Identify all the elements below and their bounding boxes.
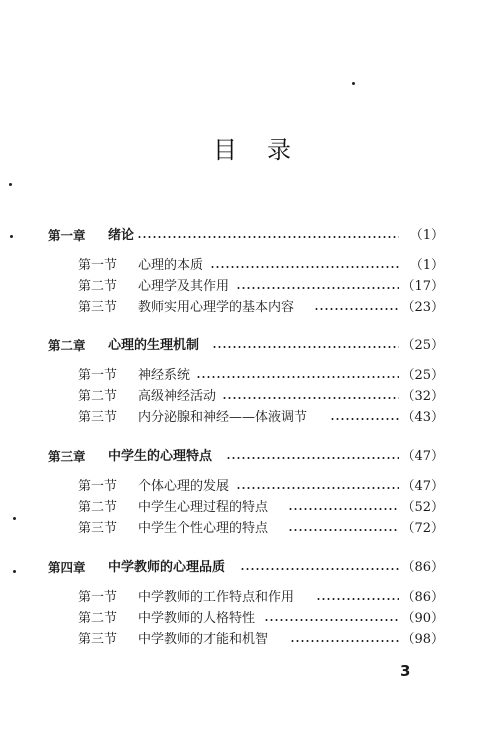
toc-section[interactable] xyxy=(0,498,504,518)
section-label: 第一节 xyxy=(78,368,118,383)
scan-speck xyxy=(13,517,16,520)
section-title: 中学教师的人格特性 xyxy=(138,611,256,626)
toc-chapter-2[interactable] xyxy=(0,336,504,356)
toc-section[interactable] xyxy=(0,630,504,650)
toc-section[interactable] xyxy=(0,256,504,276)
chapter-page: （1） xyxy=(409,228,444,243)
chapter-title: 绪论 xyxy=(108,228,135,243)
chapter-page: （86） xyxy=(401,560,444,575)
toc-section[interactable] xyxy=(0,519,504,539)
dot-leader xyxy=(288,528,399,532)
section-page: （72） xyxy=(401,521,444,536)
chapter-title: 心理的生理机制 xyxy=(108,338,200,353)
dot-leader xyxy=(330,417,399,421)
section-title: 高级神经活动 xyxy=(138,389,217,404)
page-number: 3 xyxy=(400,662,411,680)
toc-chapter-1[interactable] xyxy=(0,226,504,246)
dot-leader xyxy=(316,597,399,601)
section-page: （1） xyxy=(409,258,444,273)
chapter-page: （25） xyxy=(401,338,444,353)
chapter-title: 中学教师的心理品质 xyxy=(108,560,226,575)
dot-leader xyxy=(196,375,399,379)
section-label: 第一节 xyxy=(78,258,118,273)
section-label: 第三节 xyxy=(78,300,118,315)
toc-section[interactable] xyxy=(0,277,504,297)
chapter-page: （47） xyxy=(401,449,444,464)
toc-section[interactable] xyxy=(0,387,504,407)
chapter-title: 中学生的心理特点 xyxy=(108,449,213,464)
section-page: （17） xyxy=(401,279,444,294)
toc-section[interactable] xyxy=(0,609,504,629)
section-title: 内分泌腺和神经——体液调节 xyxy=(138,410,308,425)
toc-section[interactable] xyxy=(0,366,504,386)
toc-chapter-3[interactable] xyxy=(0,447,504,467)
section-title: 个体心理的发展 xyxy=(138,479,230,494)
section-page: （90） xyxy=(401,611,444,626)
dot-leader xyxy=(264,618,399,622)
section-title: 中学教师的工作特点和作用 xyxy=(138,590,295,605)
section-page: （23） xyxy=(401,300,444,315)
section-label: 第二节 xyxy=(78,500,118,515)
toc-chapter-4[interactable] xyxy=(0,558,504,578)
section-label: 第一节 xyxy=(78,479,118,494)
section-page: （86） xyxy=(401,590,444,605)
toc-section[interactable] xyxy=(0,298,504,318)
section-label: 第二节 xyxy=(78,389,118,404)
toc-section[interactable] xyxy=(0,477,504,497)
section-label: 第三节 xyxy=(78,521,118,536)
section-title: 心理学及其作用 xyxy=(138,279,230,294)
dot-leader xyxy=(236,486,399,490)
section-title: 神经系统 xyxy=(138,368,191,383)
section-label: 第三节 xyxy=(78,632,118,647)
chapter-label: 第一章 xyxy=(48,228,86,243)
section-page: （47） xyxy=(401,479,444,494)
scan-speck xyxy=(13,570,16,573)
section-title: 中学生心理过程的特点 xyxy=(138,500,269,515)
section-page: （52） xyxy=(401,500,444,515)
scan-speck xyxy=(352,82,355,85)
dot-leader xyxy=(290,639,399,643)
chapter-label: 第四章 xyxy=(48,560,86,575)
dot-leader xyxy=(222,396,399,400)
dot-leader xyxy=(137,235,399,239)
section-label: 第二节 xyxy=(78,279,118,294)
dot-leader xyxy=(314,307,399,311)
dot-leader xyxy=(240,567,399,571)
dot-leader xyxy=(210,265,399,269)
section-title: 教师实用心理学的基本内容 xyxy=(138,300,295,315)
section-page: （32） xyxy=(401,389,444,404)
chapter-label: 第三章 xyxy=(48,449,86,464)
scan-speck xyxy=(9,183,12,186)
chapter-label: 第二章 xyxy=(48,338,86,353)
section-label: 第一节 xyxy=(78,590,118,605)
dot-leader xyxy=(236,286,399,290)
section-title: 中学教师的才能和机智 xyxy=(138,632,269,647)
section-label: 第二节 xyxy=(78,611,118,626)
toc-section[interactable] xyxy=(0,588,504,608)
section-title: 中学生个性心理的特点 xyxy=(138,521,269,536)
section-label: 第三节 xyxy=(78,410,118,425)
section-page: （98） xyxy=(401,632,444,647)
section-page: （43） xyxy=(401,410,444,425)
dot-leader xyxy=(288,507,399,511)
dot-leader xyxy=(226,456,399,460)
scan-speck xyxy=(10,235,13,238)
dot-leader xyxy=(212,345,399,349)
toc-section[interactable] xyxy=(0,408,504,428)
section-title: 心理的本质 xyxy=(138,258,204,273)
page-title: 目录 xyxy=(213,136,321,164)
section-page: （25） xyxy=(401,368,444,383)
